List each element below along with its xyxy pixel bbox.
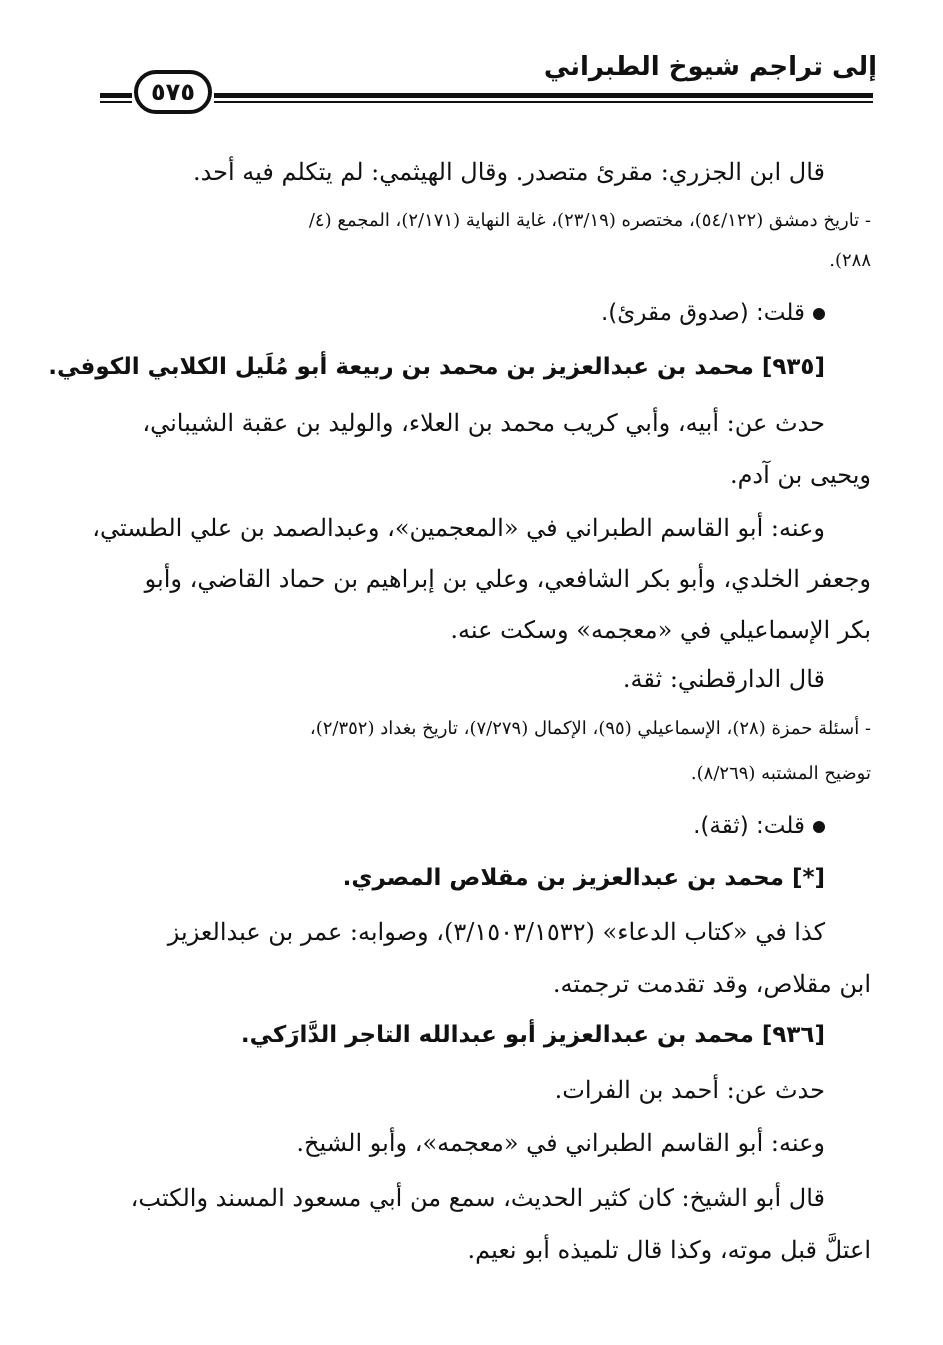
text-line: كذا في «كتاب الدعاء» (٣/١٥٠٣/١٥٣٢)، وصوابه: عمر بن عبدالعزيز xyxy=(167,918,825,946)
text-line: وعنه: أبو القاسم الطبراني في «معجمه»، وأبو الشيخ. xyxy=(296,1129,825,1157)
text-line: قال الدارقطني: ثقة. xyxy=(622,665,825,693)
text-line: قال أبو الشيخ: كان كثير الحديث، سمع من أبي مسعود المسند والكتب، xyxy=(130,1184,825,1212)
verdict-text: قلت: (صدوق مقرئ). xyxy=(600,300,805,326)
text-line: اعتلَّ قبل موته، وكذا قال تلميذه أبو نعيم. xyxy=(467,1236,871,1264)
footnote-line: توضيح المشتبه (٨/٢٦٩). xyxy=(690,763,871,784)
footnote-line: ٢٨٨). xyxy=(829,250,871,271)
header-rule xyxy=(214,93,873,98)
text-line: ويحيى بن آدم. xyxy=(729,461,871,489)
entry-heading: [*] محمد بن عبدالعزيز بن مقلاص المصري. xyxy=(342,865,825,891)
header-rule-left xyxy=(100,93,132,98)
text-line: قال ابن الجزري: مقرئ متصدر. وقال الهيثمي: لم يتكلم فيه أحد. xyxy=(192,158,825,186)
bullet-icon xyxy=(813,821,825,833)
text-line: حدث عن: أحمد بن الفرات. xyxy=(554,1076,825,1104)
text-line: بكر الإسماعيلي في «معجمه» وسكت عنه. xyxy=(450,616,871,644)
page-number: ٥٧٥ xyxy=(151,78,195,106)
text-line: ابن مقلاص، وقد تقدمت ترجمته. xyxy=(552,970,871,998)
verdict-line xyxy=(70,302,825,325)
entry-heading: [٩٣٥] محمد بن عبدالعزيز بن محمد بن ربيعة أبو مُلَيل الكلابي الكوفي. xyxy=(48,354,825,380)
header-rule-thin xyxy=(214,101,873,103)
verdict-text: قلت: (ثقة). xyxy=(693,813,805,839)
text-line: حدث عن: أبيه، وأبي كريب محمد بن العلاء، والوليد بن عقبة الشيباني، xyxy=(142,409,825,437)
page-number-badge xyxy=(134,70,212,114)
footnote-line: - تاريخ دمشق (٥٤/١٢٢)، مختصره (٢٣/١٩)، غاية النهاية (٢/١٧١)، المجمع (٤/ xyxy=(308,210,871,231)
running-title: إلى تراجم شيوخ الطبراني xyxy=(543,52,877,82)
bullet-icon xyxy=(813,308,825,320)
text-line: وجعفر الخلدي، وأبو بكر الشافعي، وعلي بن إبراهيم بن حماد القاضي، وأبو xyxy=(144,565,871,593)
verdict-line xyxy=(70,815,825,838)
footnote-line: - أسئلة حمزة (٢٨)، الإسماعيلي (٩٥)، الإكمال (٧/٢٧٩)، تاريخ بغداد (٢/٣٥٢)، xyxy=(309,718,871,739)
text-line: وعنه: أبو القاسم الطبراني في «المعجمين»، وعبدالصمد بن علي الطستي، xyxy=(92,514,825,542)
entry-heading: [٩٣٦] محمد بن عبدالعزيز أبو عبدالله التاجر الدَّارَكي. xyxy=(240,1022,825,1048)
header-rule-left-thin xyxy=(100,101,132,103)
